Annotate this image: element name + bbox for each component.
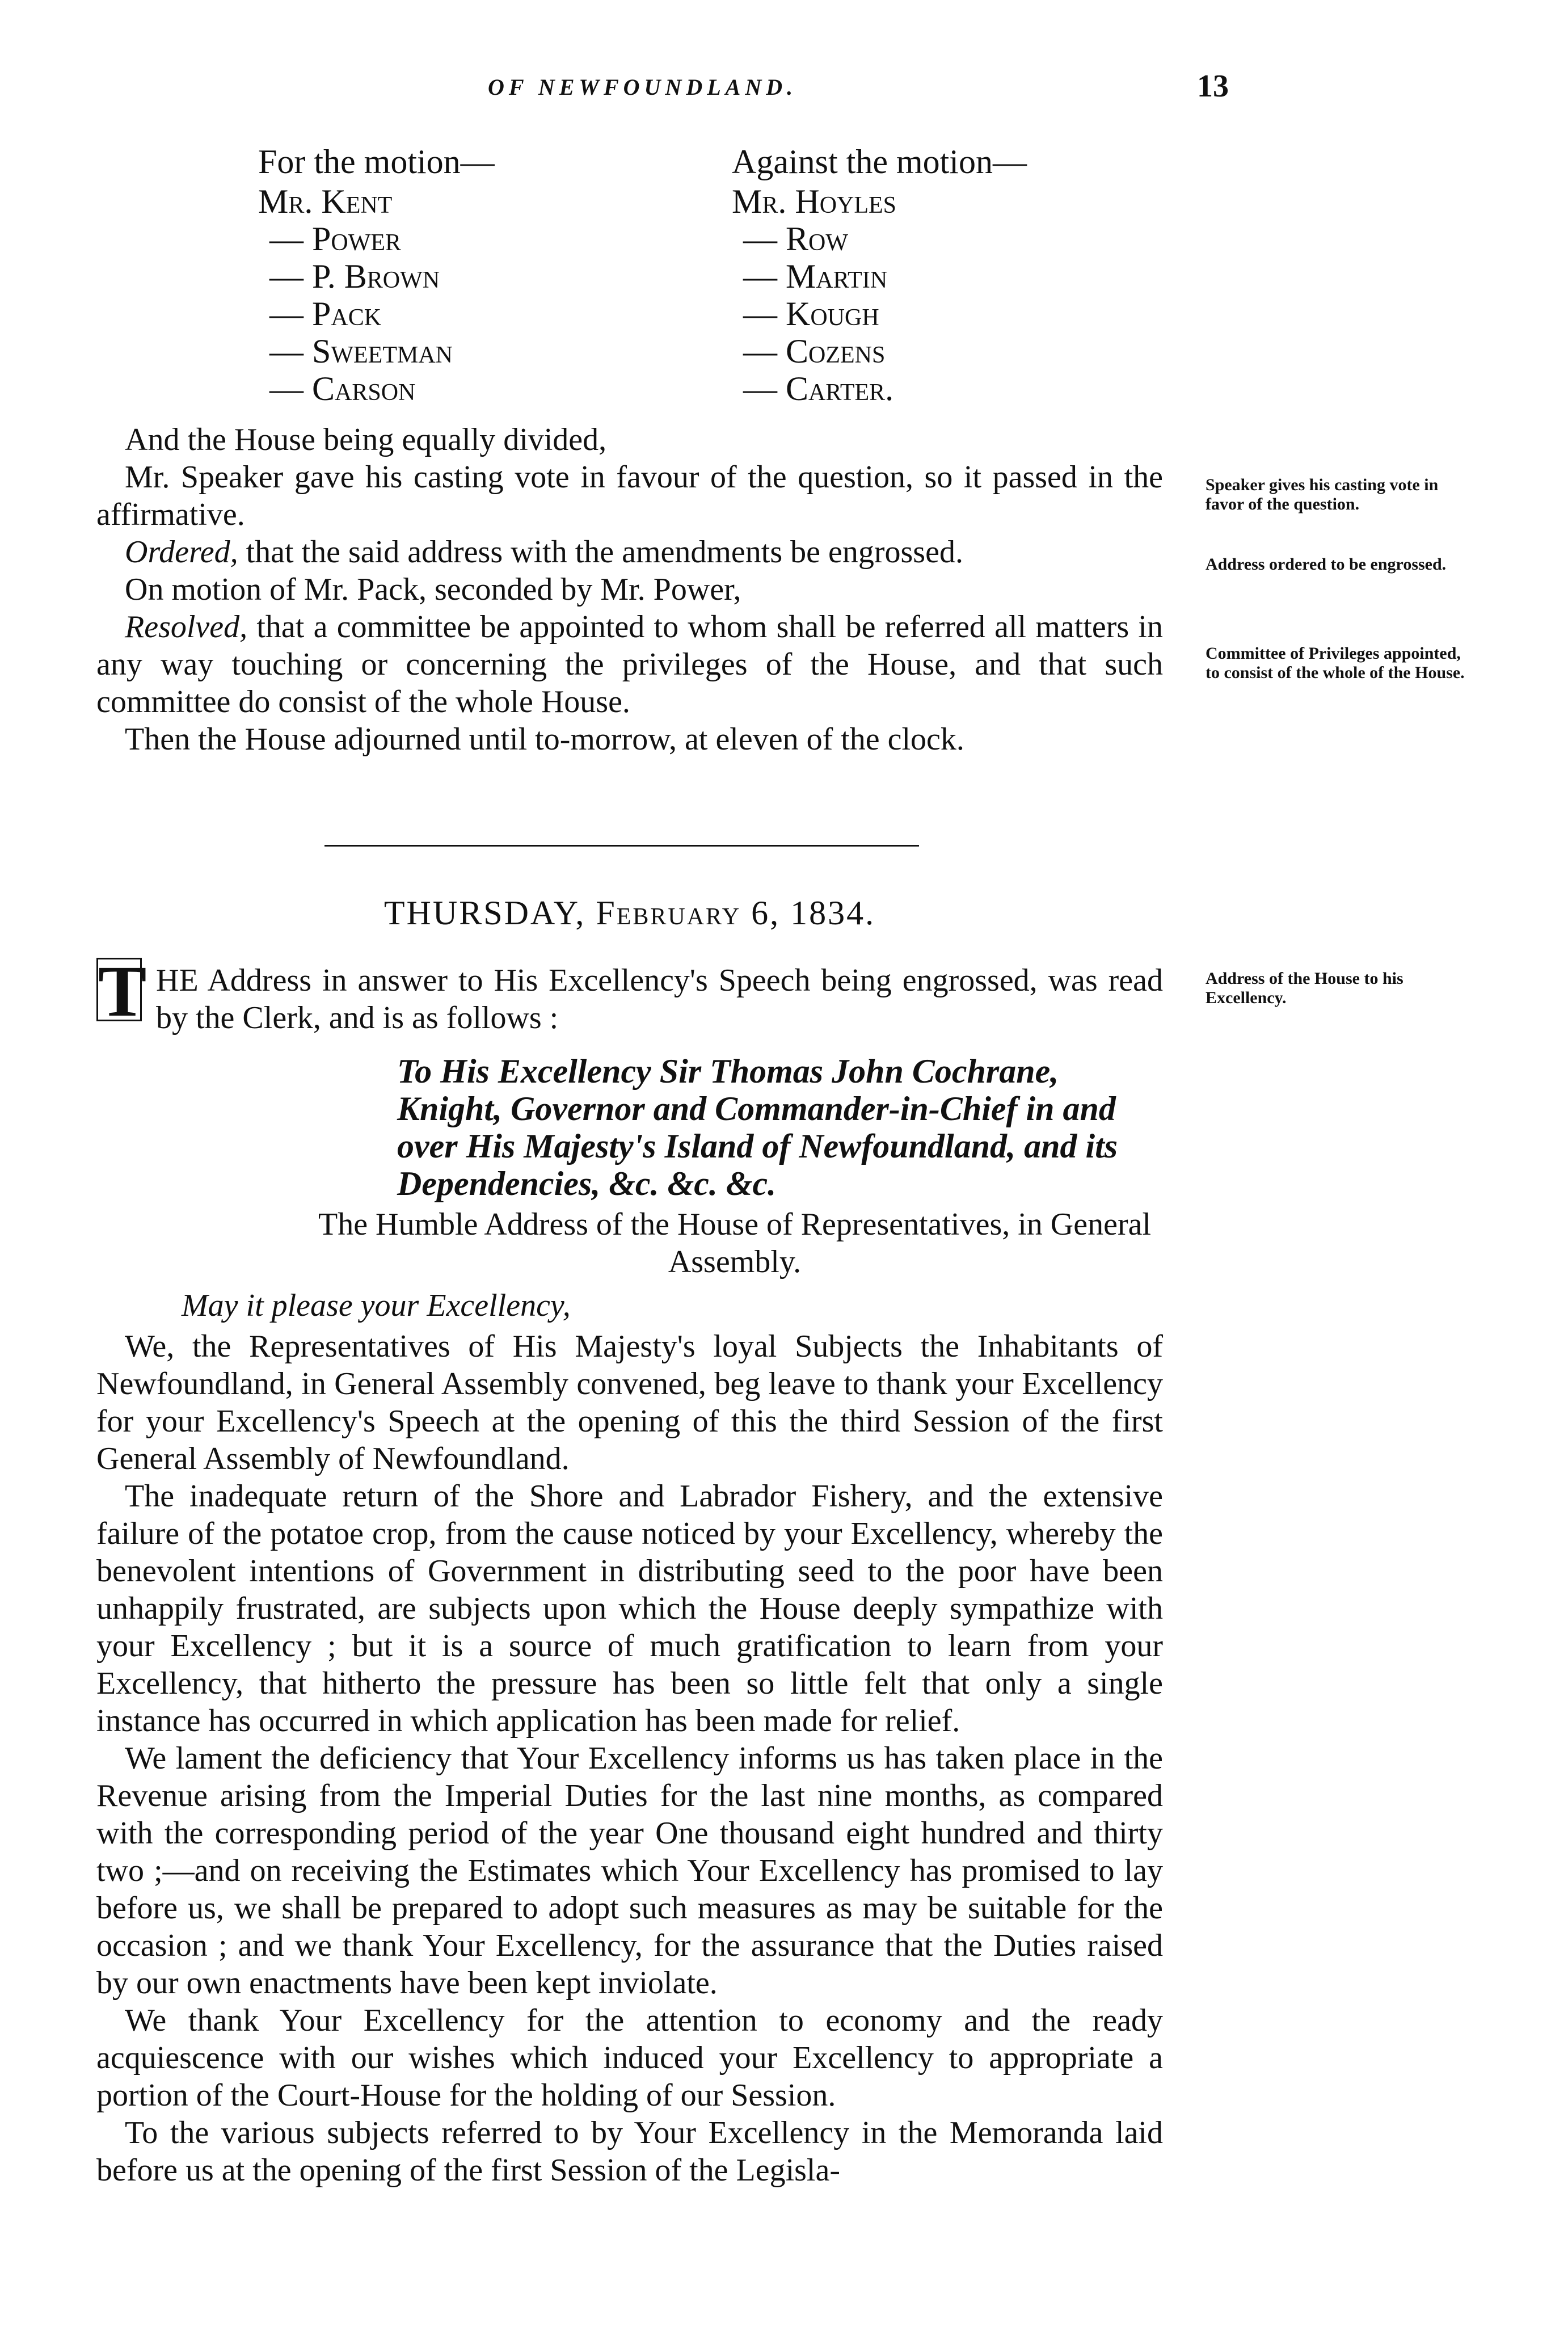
date-heading — [0, 894, 1259, 933]
address-recipient: To His Excellency Sir Thomas John Cochrane, Knight, Governor and Commander-in-Chief in and over His Majesty's Island of Newfoundland, and its Dependencies, &c. &c. &c. — [397, 1053, 1118, 1202]
against-member: — Kough — [743, 295, 879, 332]
resolved-keyword: Resolved, — [125, 609, 248, 645]
date-month: February — [596, 894, 741, 932]
ordered-keyword: Ordered, — [125, 534, 238, 570]
for-member: — Pack — [269, 295, 382, 332]
humble-address-title — [306, 1206, 1163, 1281]
for-member: — Power — [269, 220, 402, 258]
address-paragraph: We thank Your Excellency for the attention to economy and the ready acquiescence with our wishes which induced your Excellency to appropriate a portion of the Court-House for the holding of our Session. — [96, 2003, 1163, 2113]
for-heading: For the motion— — [258, 143, 495, 180]
address-intro — [156, 962, 1163, 1037]
address-paragraph: We lament the deficiency that Your Excellency informs us has taken place in the Revenue arising from the Imperial Duties for the last nine months, as compared with the corresponding period of the year One thousand eight hundred and thirty two ;—and on receiving the Estimates which Your Excellency has promised to lay before us, we shall be prepared to adopt such measures as may be suitable for the occasion ; and we thank Your Excellency, for the assurance that the Duties raised by our own enactments have been kept inviolate. — [96, 1741, 1163, 2001]
paragraph-adjourned: Then the House adjourned until to-morrow, at eleven of the clock. — [125, 722, 964, 757]
margin-note-casting-vote: Speaker gives his casting vote in favor of the question. — [1205, 475, 1439, 513]
against-member: — Cozens — [743, 332, 886, 370]
for-member: — Sweetman — [269, 332, 453, 370]
margin-note-address: Address of the House to his Excellency. — [1205, 969, 1403, 1007]
address-body — [96, 1328, 1163, 2189]
against-member: — Carter. — [743, 370, 894, 407]
address-paragraph: The inadequate return of the Shore and Labrador Fishery, and the extensive failure of the potatoe crop, from the cause noticed by your Excellency, whereby the benevolent intentions of Government in distributing seed to the poor have been unhappily frustrated, are subjects upon which the House deeply sympathize with your Excellency ; but it is a source of much gratification to learn from your Excellency, that hitherto the pressure has been so little felt that only a single instance has occurred in which application has been made for relief. — [96, 1479, 1163, 1738]
page-number: 13 — [1197, 69, 1229, 104]
proceedings-text — [96, 421, 1163, 758]
resolved-text: that a committee be appointed to whom shall be referred all matters in any way touching or concerning the privileges of the House, and that such committee do consist of the whole House. — [96, 609, 1163, 719]
address-intro-text: HE Address in answer to His Excellency's Speech being engrossed, was read by the Clerk, and is as follows : — [156, 963, 1163, 1035]
address-paragraph: We, the Representatives of His Majesty's loyal Subjects the Inhabitants of Newfoundland, in General Assembly convened, beg leave to thank your Excellency for your Excellency's Speech at the opening of this the third Session of the first General Assembly of Newfoundland. — [96, 1329, 1163, 1476]
against-member: — Martin — [743, 258, 888, 295]
humble-address-text: The Humble Address of the House of Representatives, in General Assembly. — [318, 1207, 1152, 1279]
paragraph-casting-vote: Mr. Speaker gave his casting vote in favour of the question, so it passed in the affirmative. — [96, 460, 1163, 532]
margin-note-committee: Committee of Privileges appointed, to consist of the whole of the House. — [1205, 644, 1465, 682]
ordered-text: that the said address with the amendments be engrossed. — [238, 534, 963, 570]
paragraph-ordered — [96, 533, 1163, 571]
paragraph-resolved — [96, 608, 1163, 721]
paragraph-motion: On motion of Mr. Pack, seconded by Mr. Power, — [125, 572, 741, 607]
salutation-text: May it please your Excellency, — [182, 1288, 571, 1323]
against-member: Mr. Hoyles — [732, 183, 897, 220]
address-paragraph: To the various subjects referred to by Your Excellency in the Memoranda laid before us at the opening of the first Session of the Legisla- — [96, 2115, 1163, 2188]
date-day: THURSDAY, — [383, 894, 586, 932]
salutation — [182, 1287, 1163, 1324]
running-header — [0, 69, 1568, 119]
for-member: Mr. Kent — [258, 183, 393, 220]
for-member: — Carson — [269, 370, 416, 407]
date-date: 6, 1834. — [751, 894, 876, 932]
against-member: — Row — [743, 220, 848, 258]
against-the-motion-list — [732, 143, 1027, 407]
margin-note-engrossed: Address ordered to be engrossed. — [1205, 555, 1447, 574]
paragraph-division: And the House being equally divided, — [125, 422, 607, 457]
running-title: OF NEWFOUNDLAND. — [488, 74, 798, 100]
drop-cap: T — [96, 958, 142, 1021]
section-divider — [324, 845, 919, 847]
against-heading: Against the motion— — [732, 143, 1027, 180]
for-member: — P. Brown — [269, 258, 440, 295]
for-the-motion-list — [258, 143, 495, 407]
